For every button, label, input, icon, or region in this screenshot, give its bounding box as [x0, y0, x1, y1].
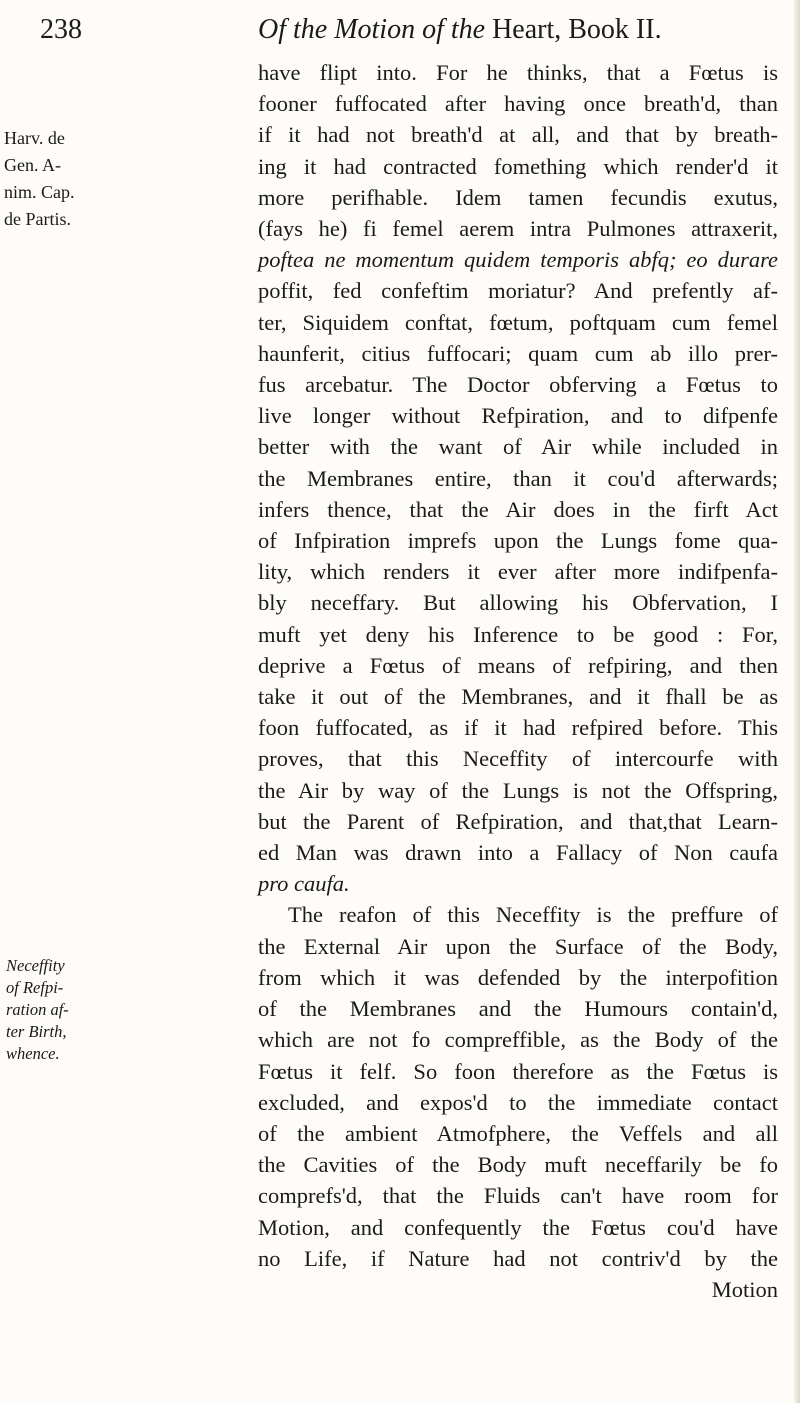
text-line: better with the want of Air while included in — [258, 434, 778, 460]
text-line: ed Man was drawn into a Fallacy of Non caufa — [258, 840, 778, 866]
text-line: no Life, if Nature had not contriv'd by the — [258, 1245, 778, 1271]
text-line: Motion, and confequently the Fœtus cou'd have — [258, 1214, 778, 1240]
margin-note-line: Gen. A- — [4, 155, 61, 175]
text-line: take it out of the Membranes, and it fhall be as — [258, 684, 778, 710]
text-line: infers thence, that the Air does in the firft Act — [258, 496, 778, 522]
text-line: haunferit, citius fuffocari; quam cum ab illo prer- — [258, 340, 778, 366]
text-line: bly neceffary. But allowing his Obfervation, I — [258, 590, 778, 616]
margin-note-line: Harv. de — [4, 128, 65, 148]
margin-note-line: ration af- — [6, 1000, 69, 1019]
text-line: from which it was defended by the interpofition — [258, 964, 778, 990]
text-line: foon fuffocated, as if it had refpired before. This — [258, 715, 778, 741]
margin-note-line: of Refpi- — [6, 978, 64, 997]
text-line: of Infpiration imprefs upon the Lungs fome qua- — [258, 528, 778, 554]
text-line: ing it had contracted fomething which render'd it — [258, 153, 778, 179]
text-line: (fays he) fi femel aerem intra Pulmones attraxerit, — [258, 216, 778, 242]
margin-note-citation — [4, 125, 75, 233]
margin-note-line: whence. — [6, 1044, 60, 1063]
text-line: the External Air upon the Surface of the Body, — [258, 933, 778, 959]
text-line: the Air by way of the Lungs is not the Offspring, — [258, 777, 778, 803]
text-line: but the Parent of Refpiration, and that,that Learn- — [258, 808, 778, 834]
text-line: comprefs'd, that the Fluids can't have room for — [258, 1183, 778, 1209]
text-line: The reafon of this Neceffity is the preffure of — [288, 902, 778, 928]
body-text — [258, 57, 778, 1305]
text-line: fooner fuffocated after having once breath'd, than — [258, 91, 778, 117]
margin-note-necessity — [6, 955, 69, 1065]
text-line: pro caufa. — [258, 871, 350, 897]
text-line: muft yet deny his Inference to be good : For, — [258, 621, 778, 647]
text-line: if it had not breath'd at all, and that by breath- — [258, 122, 778, 148]
text-line: of the ambient Atmofphere, the Veffels and all — [258, 1120, 778, 1146]
text-line: have flipt into. For he thinks, that a Fœtus is — [258, 60, 778, 85]
text-line: which are not fo compreffible, as the Body of the — [258, 1027, 778, 1053]
text-line: proves, that this Neceffity of intercourfe with — [258, 746, 778, 772]
paragraph-1 — [258, 57, 778, 899]
text-line: the Membranes entire, than it cou'd afterwards; — [258, 465, 778, 491]
margin-note-line: ter Birth, — [6, 1022, 67, 1041]
text-line: lity, which renders it ever after more indifpenfa- — [258, 559, 778, 585]
text-line: excluded, and expos'd to the immediate contact — [258, 1089, 778, 1115]
margin-note-line: nim. Cap. — [4, 182, 75, 202]
text-line: ter, Siquidem conftat, fœtum, poftquam cum femel — [258, 309, 778, 335]
running-title-italic: Of the Motion of the — [258, 14, 486, 45]
text-line: more perifhable. Idem tamen fecundis exutus, — [258, 184, 778, 210]
paragraph-2 — [258, 899, 778, 1305]
text-line: Fœtus it felf. So foon therefore as the Fœtus is — [258, 1058, 778, 1084]
text-line: fus arcebatur. The Doctor obferving a Fœtus to — [258, 372, 778, 398]
page-number: 238 — [40, 14, 82, 45]
margin-note-line: de Partis. — [4, 209, 71, 229]
page-edge-shadow — [794, 0, 800, 1403]
running-title-roman: Heart, Book II. — [485, 14, 662, 45]
text-line: deprive a Fœtus of means of refpiring, and then — [258, 652, 778, 678]
page-header — [0, 10, 800, 50]
text-line: poftea ne momentum quidem temporis abfq; eo durare — [258, 247, 778, 273]
text-line: live longer without Refpiration, and to difpenfe — [258, 403, 778, 429]
text-line: of the Membranes and the Humours contain'd, — [258, 996, 778, 1022]
text-line: poffit, fed confeftim moriatur? And prefently af- — [258, 278, 778, 304]
text-line: the Cavities of the Body muft neceffarily be fo — [258, 1152, 778, 1178]
running-title — [258, 14, 662, 46]
margin-note-line: Neceffity — [6, 956, 65, 975]
catchword: Motion — [711, 1276, 778, 1302]
